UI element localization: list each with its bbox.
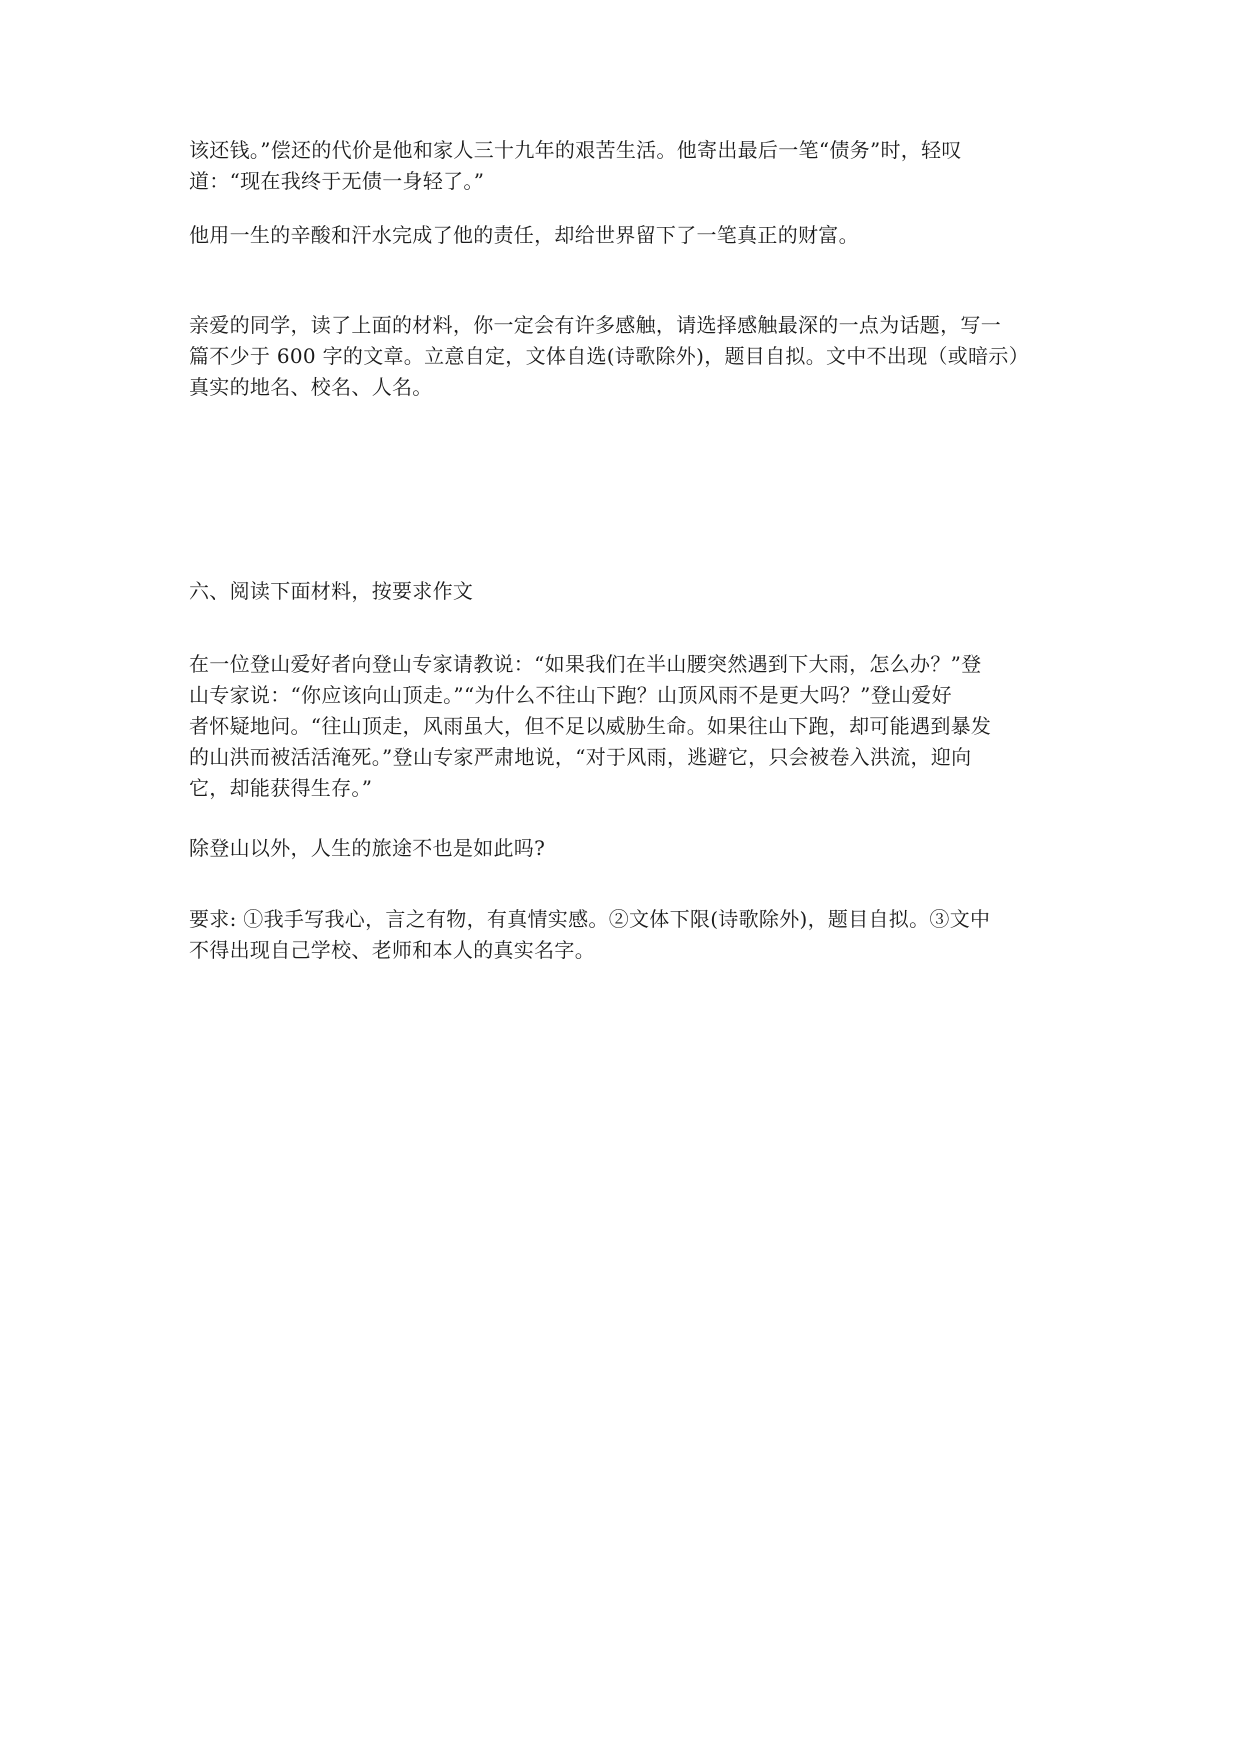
text-line: 除登山以外，人生的旅途不也是如此吗? bbox=[189, 836, 546, 860]
question-paragraph bbox=[189, 833, 1059, 864]
text-line: 不得出现自己学校、老师和本人的真实名字。 bbox=[189, 938, 595, 962]
continuation-paragraph bbox=[189, 135, 1059, 197]
text-line: 要求: ①我手写我心，言之有物，有真情实感。②文体下限(诗歌除外)，题目自拟。③文中 bbox=[189, 907, 991, 931]
text-line: 山专家说：“你应该向山顶走。”“为什么不往山下跑？山顶风雨不是更大吗？”登山爱好 bbox=[189, 683, 952, 707]
requirements-paragraph bbox=[189, 904, 1059, 966]
text-line: 他用一生的辛酸和汗水完成了他的责任，却给世界留下了一笔真正的财富。 bbox=[189, 223, 859, 247]
conclusion-paragraph bbox=[189, 220, 1059, 251]
text-line: 它，却能获得生存。” bbox=[189, 776, 373, 800]
material-paragraph bbox=[189, 649, 1059, 804]
text-line: 篇不少于 600 字的文章。立意自定，文体自选(诗歌除外)，题目自拟。文中不出现（或暗示） bbox=[189, 344, 1029, 368]
text-line: 在一位登山爱好者向登山专家请教说：“如果我们在半山腰突然遇到下大雨，怎么办？”登 bbox=[189, 652, 982, 676]
writing-prompt-paragraph bbox=[189, 310, 1059, 403]
text-line: 该还钱。”偿还的代价是他和家人三十九年的艰苦生活。他寄出最后一笔“债务”时，轻叹 bbox=[189, 138, 962, 162]
text-line: 真实的地名、校名、人名。 bbox=[189, 375, 433, 399]
text-line: 的山洪而被活活淹死。”登山专家严肃地说，“对于风雨，逃避它，只会被卷入洪流，迎向 bbox=[189, 745, 972, 769]
text-line: 道：“现在我终于无债一身轻了。” bbox=[189, 169, 485, 193]
text-line: 者怀疑地问。“往山顶走，风雨虽大，但不足以威胁生命。如果往山下跑，却可能遇到暴发 bbox=[189, 714, 992, 738]
section-heading bbox=[189, 576, 1059, 607]
text-line: 亲爱的同学，读了上面的材料，你一定会有许多感触，请选择感触最深的一点为话题，写一 bbox=[189, 313, 1001, 337]
section-six-title: 六、阅读下面材料，按要求作文 bbox=[189, 579, 474, 603]
